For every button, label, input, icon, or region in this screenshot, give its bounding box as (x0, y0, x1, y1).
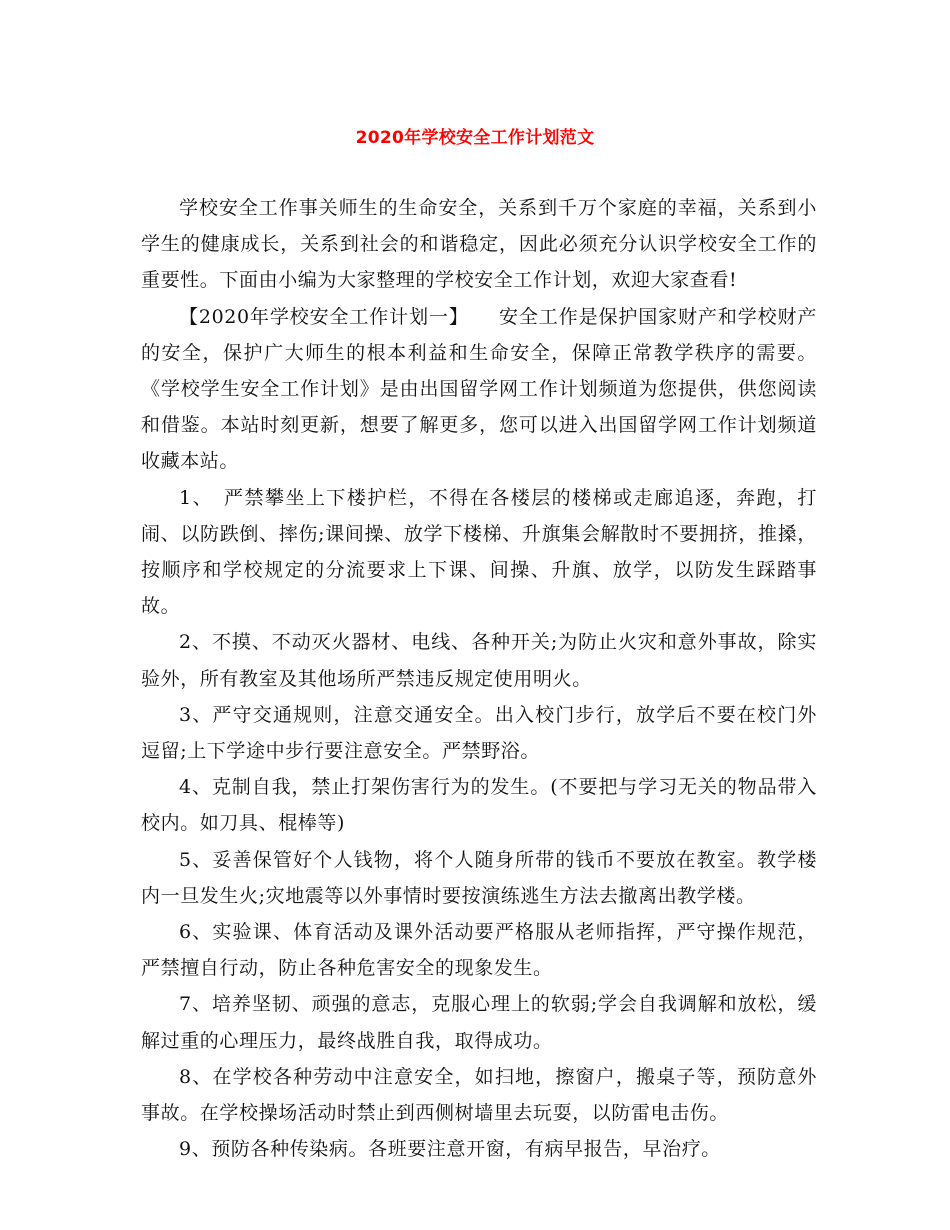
rule-item-5: 5、妥善保管好个人钱物，将个人随身所带的钱币不要放在教室。教学楼内一旦发生火;灾地震等以外事情时要按演练逃生方法去撤离出教学楼。 (141, 848, 817, 907)
document-title: 2020年学校安全工作计划范文 (355, 128, 595, 148)
rule-item-7: 7、培养坚韧、顽强的意志，克服心理上的软弱;学会自我调解和放松，缓解过重的心理压力，最终战胜自我，取得成功。 (141, 993, 817, 1052)
rule-item-9: 9、预防各种传染病。各班要注意开窗，有病早报告，早治疗。 (179, 1138, 721, 1161)
rule-item-1: 1、 严禁攀坐上下楼护栏，不得在各楼层的楼梯或走廊追逐，奔跑，打闹、以防跌倒、摔伤;课间操、放学下楼梯、升旗集会解散时不要拥挤，推搡，按顺序和学校规定的分流要求上下课、间操、升旗、放学，以防发生踩踏事故。 (141, 486, 817, 618)
rule-item-6: 6、实验课、体育活动及课外活动要严格服从老师指挥，严守操作规范，严禁擅自行动，防止各种危害安全的现象发生。 (141, 921, 817, 980)
rule-item-4: 4、克制自我，禁止打架伤害行为的发生。(不要把与学习无关的物品带入校内。如刀具、棍棒等) (141, 776, 817, 835)
rule-item-2: 2、不摸、不动灭火器材、电线、各种开关;为防止火灾和意外事故，除实验外，所有教室及其他场所严禁违反规定使用明火。 (141, 631, 817, 690)
rule-item-8: 8、在学校各种劳动中注意安全，如扫地，擦窗户，搬桌子等，预防意外事故。在学校操场活动时禁止到西侧树墙里去玩耍，以防雷电击伤。 (141, 1065, 817, 1125)
rule-item-3: 3、严守交通规则，注意交通安全。出入校门步行，放学后不要在校门外逗留;上下学途中步行要注意安全。严禁野浴。 (141, 703, 817, 763)
plan-one-paragraph: 【2020年学校安全工作计划一】 安全工作是保护国家财产和学校财产的安全，保护广大师生的根本利益和生命安全，保障正常教学秩序的需要。《学校学生安全工作计划》是由出国留学网工作计划频道为您提供，供您阅读和借鉴。本站时刻更新，想要了解更多，您可以进入出国留学网工作计划频道收藏本站。 (141, 305, 817, 473)
intro-paragraph: 学校安全工作事关师生的生命安全，关系到千万个家庭的幸福，关系到小学生的健康成长，关系到社会的和谐稳定，因此必须充分认识学校安全工作的重要性。下面由小编为大家整理的学校安全工作计划，欢迎大家查看! (141, 197, 817, 292)
document-body (141, 190, 817, 1167)
